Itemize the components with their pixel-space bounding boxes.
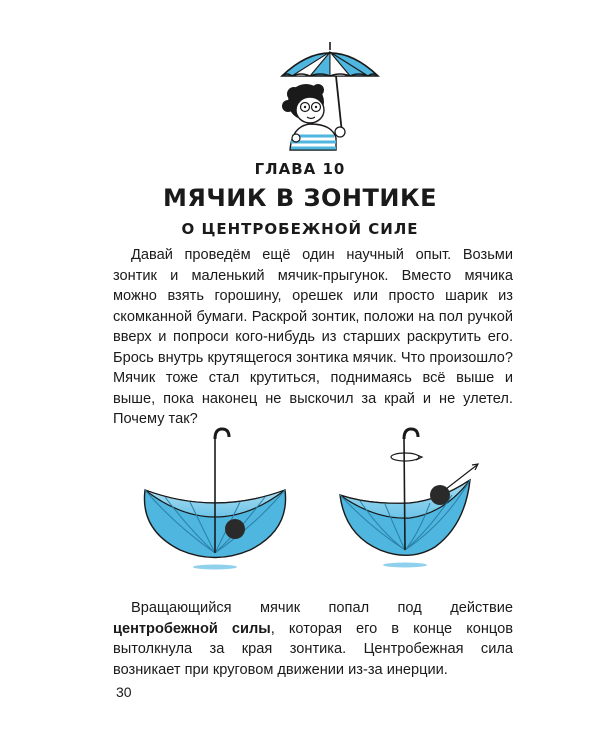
umbrella-canopy [282, 52, 378, 76]
explanation-paragraph [113, 598, 513, 680]
child-figure [282, 84, 345, 150]
ball-at-rest [225, 519, 245, 539]
umbrella-right [340, 429, 478, 568]
centrifugal-force-term: центробежной силы [113, 620, 271, 637]
chapter-label: ГЛАВА 10 [254, 160, 346, 178]
umbrellas-experiment-illustration [120, 425, 480, 585]
child-with-umbrella-illustration [270, 38, 390, 153]
chapter-title: МЯЧИК В ЗОНТИКЕ [163, 184, 437, 212]
explanation-text-start: Вращающийся мячик попал под действие [131, 600, 513, 616]
page-number: 30 [116, 684, 132, 700]
umbrella-shaft [336, 76, 342, 133]
umbrella-left [144, 429, 285, 570]
rotation-arrow-icon [391, 453, 419, 461]
intro-paragraph: Давай проведём ещё один научный опыт. Возьми зонтик и маленький мячик-прыгунок. Вместо мячика можно взять горошину, орешек или просто шарик из скомканной бумаги. Раскрой зонтик, положи на пол ручкой вверх и попроси кого-нибудь из старших раскрутить его. Брось внутрь крутящегося зонтика мячик. Что произошло? Мячик тоже стал крутиться, поднимаясь всё выше и выше, пока наконец не выскочил за край и не улетел. Почему так? [113, 247, 513, 427]
chapter-subtitle: О ЦЕНТРОБЕЖНОЙ СИЛЕ [181, 220, 419, 238]
explanation-text-end: , которая его в конце концов вытолкнула за края зонтика. Центробежная сила возникает при круговом движении из-за инерции. [113, 620, 513, 678]
